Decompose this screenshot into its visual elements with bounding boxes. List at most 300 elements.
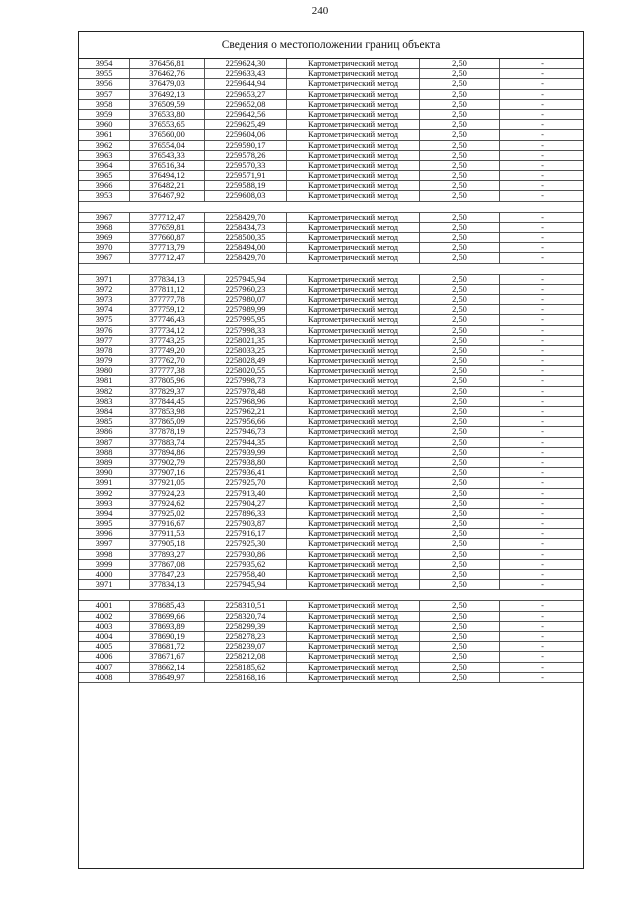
point-number-cell: 3997	[79, 539, 130, 548]
accuracy-cell: 2,50	[420, 213, 500, 222]
method-cell: Картометрический метод	[287, 151, 420, 160]
method-cell: Картометрический метод	[287, 223, 420, 232]
accuracy-cell: 2,50	[420, 468, 500, 477]
x-coordinate-cell: 377712,47	[130, 213, 205, 222]
y-coordinate-cell: 2259652,08	[205, 100, 287, 109]
method-cell: Картометрический метод	[287, 632, 420, 641]
x-coordinate-cell: 376543,33	[130, 151, 205, 160]
accuracy-cell: 2,50	[420, 233, 500, 242]
table-row	[79, 223, 583, 233]
x-coordinate-cell: 377659,81	[130, 223, 205, 232]
y-coordinate-cell: 2258185,62	[205, 663, 287, 672]
x-coordinate-cell: 376554,04	[130, 141, 205, 150]
point-number-cell: 3959	[79, 110, 130, 119]
accuracy-cell: 2,50	[420, 253, 500, 262]
y-coordinate-cell: 2259624,30	[205, 59, 287, 68]
description-cell: -	[541, 662, 544, 672]
description-cell: -	[541, 109, 544, 119]
x-coordinate-cell: 376467,92	[130, 191, 205, 200]
method-cell: Картометрический метод	[287, 458, 420, 467]
y-coordinate-cell: 2258299,39	[205, 622, 287, 631]
group-separator	[79, 590, 583, 601]
accuracy-cell: 2,50	[420, 509, 500, 518]
point-number-cell: 4005	[79, 642, 130, 651]
point-number-cell: 3984	[79, 407, 130, 416]
x-coordinate-cell: 377712,47	[130, 253, 205, 262]
y-coordinate-cell: 2257998,73	[205, 376, 287, 385]
point-number-cell: 3958	[79, 100, 130, 109]
accuracy-cell: 2,50	[420, 458, 500, 467]
x-coordinate-cell: 376456,81	[130, 59, 205, 68]
table-row	[79, 171, 583, 181]
description-cell: -	[541, 181, 544, 191]
table-row	[79, 468, 583, 478]
point-number-cell: 3954	[79, 59, 130, 68]
description-cell: -	[541, 478, 544, 488]
accuracy-cell: 2,50	[420, 397, 500, 406]
accuracy-cell: 2,50	[420, 100, 500, 109]
description-cell: -	[541, 417, 544, 427]
table-row	[79, 529, 583, 539]
method-cell: Картометрический метод	[287, 253, 420, 262]
table-row	[79, 90, 583, 100]
y-coordinate-cell: 2257913,40	[205, 489, 287, 498]
accuracy-cell: 2,50	[420, 275, 500, 284]
table-row	[79, 100, 583, 110]
method-cell: Картометрический метод	[287, 326, 420, 335]
point-number-cell: 3995	[79, 519, 130, 528]
x-coordinate-cell: 377911,53	[130, 529, 205, 538]
table-row	[79, 407, 583, 417]
page-number: 240	[311, 5, 329, 17]
x-coordinate-cell: 377777,78	[130, 295, 205, 304]
y-coordinate-cell: 2257958,40	[205, 570, 287, 579]
table-row	[79, 161, 583, 171]
point-number-cell: 3964	[79, 161, 130, 170]
y-coordinate-cell: 2259608,03	[205, 191, 287, 200]
x-coordinate-cell: 376482,21	[130, 181, 205, 190]
x-coordinate-cell: 378681,72	[130, 642, 205, 651]
table-row	[79, 560, 583, 570]
description-cell: -	[541, 366, 544, 376]
accuracy-cell: 2,50	[420, 295, 500, 304]
description-cell: -	[541, 130, 544, 140]
method-cell: Картометрический метод	[287, 601, 420, 610]
method-cell: Картометрический метод	[287, 315, 420, 324]
y-coordinate-cell: 2259588,19	[205, 181, 287, 190]
y-coordinate-cell: 2257935,62	[205, 560, 287, 569]
point-number-cell: 4000	[79, 570, 130, 579]
point-number-cell: 3987	[79, 438, 130, 447]
method-cell: Картометрический метод	[287, 539, 420, 548]
y-coordinate-cell: 2259644,94	[205, 79, 287, 88]
point-number-cell: 3969	[79, 233, 130, 242]
point-number-cell: 3961	[79, 130, 130, 139]
y-coordinate-cell: 2257916,17	[205, 529, 287, 538]
table-row	[79, 601, 583, 611]
x-coordinate-cell: 377894,86	[130, 448, 205, 457]
x-coordinate-cell: 377805,96	[130, 376, 205, 385]
y-coordinate-cell: 2257968,96	[205, 397, 287, 406]
y-coordinate-cell: 2258239,07	[205, 642, 287, 651]
y-coordinate-cell: 2257936,41	[205, 468, 287, 477]
description-cell: -	[541, 468, 544, 478]
accuracy-cell: 2,50	[420, 489, 500, 498]
description-cell: -	[541, 529, 544, 539]
table-row	[79, 151, 583, 161]
description-cell: -	[541, 519, 544, 529]
table-row	[79, 295, 583, 305]
description-cell: -	[541, 376, 544, 386]
point-number-cell: 4004	[79, 632, 130, 641]
description-cell: -	[541, 427, 544, 437]
table-row	[79, 612, 583, 622]
description-cell: -	[541, 539, 544, 549]
x-coordinate-cell: 377916,67	[130, 519, 205, 528]
x-coordinate-cell: 377811,12	[130, 285, 205, 294]
table-row	[79, 376, 583, 386]
x-coordinate-cell: 377844,45	[130, 397, 205, 406]
table-row	[79, 509, 583, 519]
method-cell: Картометрический метод	[287, 529, 420, 538]
y-coordinate-cell: 2257904,27	[205, 499, 287, 508]
table-row	[79, 448, 583, 458]
table-row	[79, 110, 583, 120]
accuracy-cell: 2,50	[420, 191, 500, 200]
point-number-cell: 3989	[79, 458, 130, 467]
method-cell: Картометрический метод	[287, 663, 420, 672]
point-number-cell: 3965	[79, 171, 130, 180]
method-cell: Картометрический метод	[287, 499, 420, 508]
table-row	[79, 652, 583, 662]
y-coordinate-cell: 2257956,66	[205, 417, 287, 426]
accuracy-cell: 2,50	[420, 601, 500, 610]
method-cell: Картометрический метод	[287, 376, 420, 385]
y-coordinate-cell: 2259578,26	[205, 151, 287, 160]
y-coordinate-cell: 2258500,35	[205, 233, 287, 242]
point-number-cell: 4007	[79, 663, 130, 672]
x-coordinate-cell: 377907,16	[130, 468, 205, 477]
accuracy-cell: 2,50	[420, 427, 500, 436]
point-number-cell: 3981	[79, 376, 130, 385]
accuracy-cell: 2,50	[420, 642, 500, 651]
table-row	[79, 346, 583, 356]
x-coordinate-cell: 378649,97	[130, 673, 205, 682]
table-row	[79, 489, 583, 499]
point-number-cell: 3979	[79, 356, 130, 365]
point-number-cell: 3990	[79, 468, 130, 477]
x-coordinate-cell: 377878,19	[130, 427, 205, 436]
y-coordinate-cell: 2258020,55	[205, 366, 287, 375]
x-coordinate-cell: 376494,12	[130, 171, 205, 180]
accuracy-cell: 2,50	[420, 438, 500, 447]
accuracy-cell: 2,50	[420, 120, 500, 129]
method-cell: Картометрический метод	[287, 141, 420, 150]
x-coordinate-cell: 378671,67	[130, 652, 205, 661]
y-coordinate-cell: 2257995,95	[205, 315, 287, 324]
x-coordinate-cell: 377834,13	[130, 275, 205, 284]
point-number-cell: 3956	[79, 79, 130, 88]
x-coordinate-cell: 376492,13	[130, 90, 205, 99]
description-cell: -	[541, 396, 544, 406]
accuracy-cell: 2,50	[420, 326, 500, 335]
description-cell: -	[541, 222, 544, 232]
point-number-cell: 4003	[79, 622, 130, 631]
description-cell: -	[541, 335, 544, 345]
description-cell: -	[541, 325, 544, 335]
x-coordinate-cell: 377925,02	[130, 509, 205, 518]
accuracy-cell: 2,50	[420, 69, 500, 78]
table-row	[79, 519, 583, 529]
description-cell: -	[541, 191, 544, 201]
x-coordinate-cell: 376553,65	[130, 120, 205, 129]
x-coordinate-cell: 378662,14	[130, 663, 205, 672]
x-coordinate-cell: 376560,00	[130, 130, 205, 139]
table-row	[79, 141, 583, 151]
x-coordinate-cell: 377893,27	[130, 550, 205, 559]
point-number-cell: 3960	[79, 120, 130, 129]
point-number-cell: 3991	[79, 478, 130, 487]
accuracy-cell: 2,50	[420, 448, 500, 457]
method-cell: Картометрический метод	[287, 275, 420, 284]
table-row	[79, 130, 583, 140]
point-number-cell: 3971	[79, 580, 130, 589]
table-row	[79, 632, 583, 642]
table-row	[79, 622, 583, 632]
x-coordinate-cell: 378699,66	[130, 612, 205, 621]
accuracy-cell: 2,50	[420, 417, 500, 426]
accuracy-cell: 2,50	[420, 499, 500, 508]
table-row	[79, 478, 583, 488]
y-coordinate-cell: 2257896,33	[205, 509, 287, 518]
accuracy-cell: 2,50	[420, 539, 500, 548]
description-cell: -	[541, 79, 544, 89]
method-cell: Картометрический метод	[287, 213, 420, 222]
description-cell: -	[541, 447, 544, 457]
table-row	[79, 642, 583, 652]
point-number-cell: 3970	[79, 243, 130, 252]
table-row	[79, 417, 583, 427]
description-cell: -	[541, 407, 544, 416]
point-number-cell: 3966	[79, 181, 130, 190]
method-cell: Картометрический метод	[287, 550, 420, 559]
y-coordinate-cell: 2257925,70	[205, 478, 287, 487]
method-cell: Картометрический метод	[287, 427, 420, 436]
table-title: Сведения о местоположении границ объекта	[79, 32, 583, 59]
table-row	[79, 79, 583, 89]
table-row	[79, 580, 583, 590]
table-row	[79, 305, 583, 315]
table-row	[79, 326, 583, 336]
x-coordinate-cell: 377777,38	[130, 366, 205, 375]
description-cell: -	[541, 642, 544, 652]
table-row	[79, 387, 583, 397]
x-coordinate-cell: 376509,59	[130, 100, 205, 109]
y-coordinate-cell: 2257946,73	[205, 427, 287, 436]
accuracy-cell: 2,50	[420, 336, 500, 345]
y-coordinate-cell: 2259625,49	[205, 120, 287, 129]
point-number-cell: 3971	[79, 275, 130, 284]
y-coordinate-cell: 2257960,23	[205, 285, 287, 294]
y-coordinate-cell: 2257903,87	[205, 519, 287, 528]
method-cell: Картометрический метод	[287, 652, 420, 661]
method-cell: Картометрический метод	[287, 397, 420, 406]
description-cell: -	[541, 621, 544, 631]
y-coordinate-cell: 2257980,07	[205, 295, 287, 304]
point-number-cell: 3998	[79, 550, 130, 559]
method-cell: Картометрический метод	[287, 612, 420, 621]
accuracy-cell: 2,50	[420, 59, 500, 68]
y-coordinate-cell: 2257945,94	[205, 580, 287, 589]
description-cell: -	[541, 498, 544, 508]
x-coordinate-cell: 377924,62	[130, 499, 205, 508]
coordinates-table	[78, 31, 584, 869]
accuracy-cell: 2,50	[420, 478, 500, 487]
point-number-cell: 3983	[79, 397, 130, 406]
accuracy-cell: 2,50	[420, 171, 500, 180]
accuracy-cell: 2,50	[420, 141, 500, 150]
point-number-cell: 3968	[79, 223, 130, 232]
method-cell: Картометрический метод	[287, 417, 420, 426]
accuracy-cell: 2,50	[420, 580, 500, 589]
description-cell: -	[541, 488, 544, 498]
y-coordinate-cell: 2258278,23	[205, 632, 287, 641]
table-row	[79, 285, 583, 295]
point-number-cell: 3996	[79, 529, 130, 538]
x-coordinate-cell: 377759,12	[130, 305, 205, 314]
table-row	[79, 427, 583, 437]
point-number-cell: 3978	[79, 346, 130, 355]
accuracy-cell: 2,50	[420, 570, 500, 579]
method-cell: Картометрический метод	[287, 356, 420, 365]
point-number-cell: 3967	[79, 213, 130, 222]
point-number-cell: 3975	[79, 315, 130, 324]
accuracy-cell: 2,50	[420, 305, 500, 314]
table-row	[79, 663, 583, 673]
method-cell: Картометрический метод	[287, 233, 420, 242]
description-cell: -	[541, 457, 544, 467]
point-number-cell: 3992	[79, 489, 130, 498]
table-row	[79, 191, 583, 201]
y-coordinate-cell: 2257978,48	[205, 387, 287, 396]
table-row	[79, 253, 583, 263]
y-coordinate-cell: 2257938,80	[205, 458, 287, 467]
x-coordinate-cell: 377853,98	[130, 407, 205, 416]
method-cell: Картометрический метод	[287, 79, 420, 88]
description-cell: -	[541, 549, 544, 559]
method-cell: Картометрический метод	[287, 580, 420, 589]
point-number-cell: 3988	[79, 448, 130, 457]
description-cell: -	[541, 386, 544, 396]
accuracy-cell: 2,50	[420, 366, 500, 375]
y-coordinate-cell: 2259570,33	[205, 161, 287, 170]
method-cell: Картометрический метод	[287, 120, 420, 129]
x-coordinate-cell: 378685,43	[130, 601, 205, 610]
y-coordinate-cell: 2259571,91	[205, 171, 287, 180]
point-number-cell: 3985	[79, 417, 130, 426]
y-coordinate-cell: 2257944,35	[205, 438, 287, 447]
description-cell: -	[541, 580, 544, 590]
accuracy-cell: 2,50	[420, 376, 500, 385]
point-number-cell: 3963	[79, 151, 130, 160]
accuracy-cell: 2,50	[420, 130, 500, 139]
point-number-cell: 4002	[79, 612, 130, 621]
description-cell: -	[541, 69, 544, 79]
x-coordinate-cell: 377734,12	[130, 326, 205, 335]
method-cell: Картометрический метод	[287, 161, 420, 170]
x-coordinate-cell: 378693,89	[130, 622, 205, 631]
x-coordinate-cell: 377743,25	[130, 336, 205, 345]
accuracy-cell: 2,50	[420, 673, 500, 682]
table-row	[79, 233, 583, 243]
group-separator	[79, 202, 583, 213]
description-cell: -	[541, 508, 544, 518]
method-cell: Картометрический метод	[287, 478, 420, 487]
method-cell: Картометрический метод	[287, 509, 420, 518]
accuracy-cell: 2,50	[420, 315, 500, 324]
x-coordinate-cell: 377905,18	[130, 539, 205, 548]
accuracy-cell: 2,50	[420, 652, 500, 661]
description-cell: -	[541, 305, 544, 315]
method-cell: Картометрический метод	[287, 622, 420, 631]
description-cell: -	[541, 233, 544, 242]
y-coordinate-cell: 2258021,35	[205, 336, 287, 345]
description-cell: -	[541, 253, 544, 263]
accuracy-cell: 2,50	[420, 90, 500, 99]
point-number-cell: 4006	[79, 652, 130, 661]
method-cell: Картометрический метод	[287, 130, 420, 139]
method-cell: Картометрический метод	[287, 570, 420, 579]
point-number-cell: 4008	[79, 673, 130, 682]
table-row	[79, 336, 583, 346]
description-cell: -	[541, 89, 544, 99]
description-cell: -	[541, 294, 544, 304]
y-coordinate-cell: 2259642,56	[205, 110, 287, 119]
method-cell: Картометрический метод	[287, 90, 420, 99]
accuracy-cell: 2,50	[420, 632, 500, 641]
point-number-cell: 3999	[79, 560, 130, 569]
description-cell: -	[541, 672, 544, 682]
method-cell: Картометрический метод	[287, 407, 420, 416]
point-number-cell: 3955	[79, 69, 130, 78]
accuracy-cell: 2,50	[420, 151, 500, 160]
description-cell: -	[541, 315, 544, 325]
y-coordinate-cell: 2259604,06	[205, 130, 287, 139]
method-cell: Картометрический метод	[287, 295, 420, 304]
table-row	[79, 570, 583, 580]
point-number-cell: 3962	[79, 141, 130, 150]
point-number-cell: 3982	[79, 387, 130, 396]
point-number-cell: 3976	[79, 326, 130, 335]
y-coordinate-cell: 2257989,99	[205, 305, 287, 314]
method-cell: Картометрический метод	[287, 519, 420, 528]
y-coordinate-cell: 2258028,49	[205, 356, 287, 365]
table-body	[79, 59, 583, 683]
x-coordinate-cell: 377829,37	[130, 387, 205, 396]
point-number-cell: 3973	[79, 295, 130, 304]
method-cell: Картометрический метод	[287, 560, 420, 569]
table-row	[79, 213, 583, 223]
accuracy-cell: 2,50	[420, 550, 500, 559]
x-coordinate-cell: 376516,34	[130, 161, 205, 170]
table-row	[79, 539, 583, 549]
x-coordinate-cell: 378690,19	[130, 632, 205, 641]
x-coordinate-cell: 377847,23	[130, 570, 205, 579]
x-coordinate-cell: 377834,13	[130, 580, 205, 589]
description-cell: -	[541, 171, 544, 181]
table-row	[79, 499, 583, 509]
table-row	[79, 438, 583, 448]
